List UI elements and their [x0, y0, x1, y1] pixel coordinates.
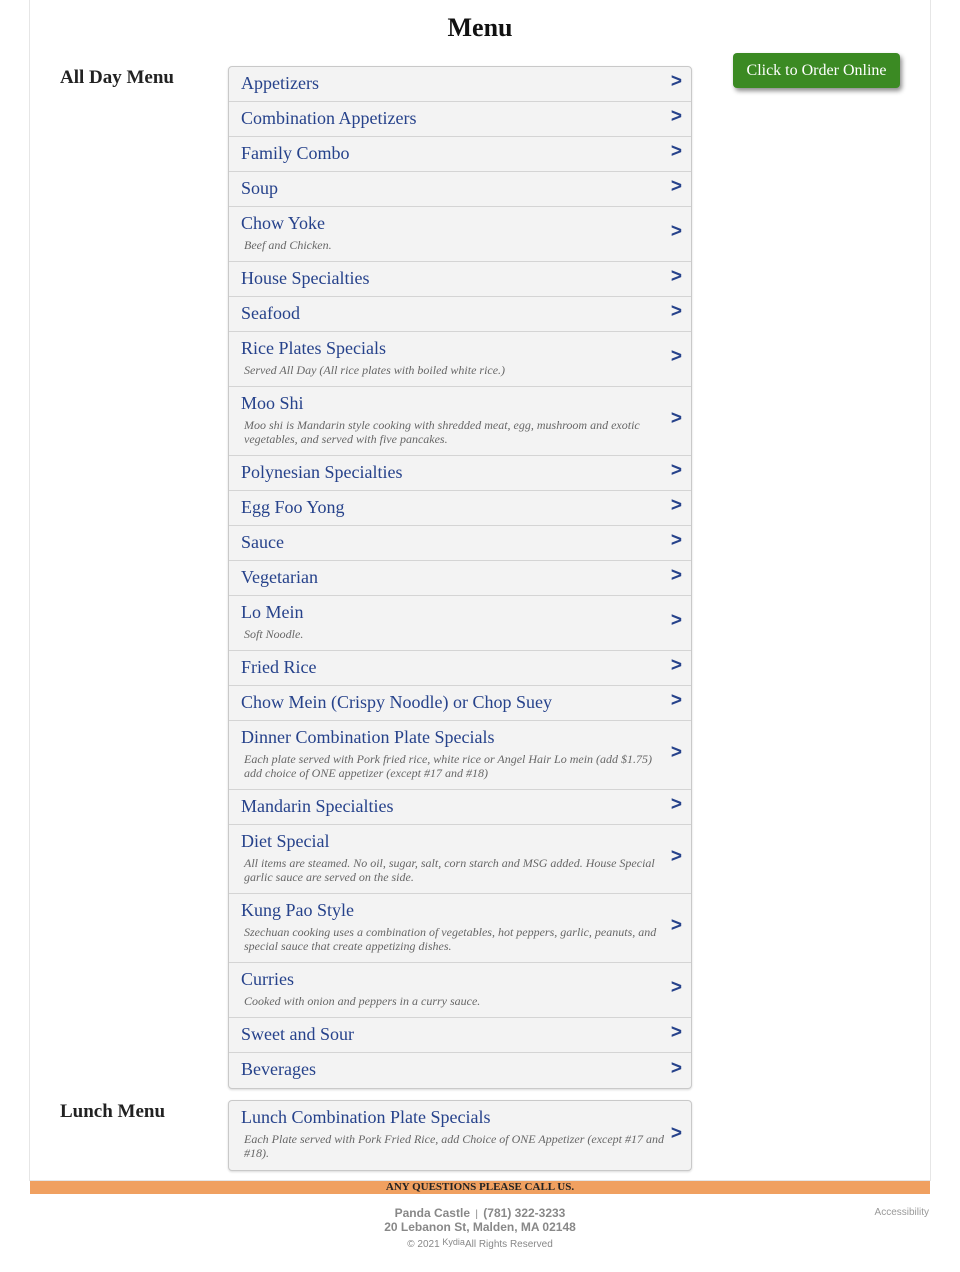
- restaurant-name: Panda Castle: [394, 1206, 470, 1220]
- chevron-right-icon: >: [670, 846, 682, 868]
- menu-category-moo-shi[interactable]: [229, 387, 691, 456]
- category-name: Curries: [241, 969, 294, 989]
- menu-category-appetizers[interactable]: [229, 67, 691, 102]
- chevron-right-icon: >: [670, 266, 682, 288]
- chevron-right-icon: >: [670, 408, 682, 430]
- menu-category-seafood[interactable]: [229, 297, 691, 332]
- category-description: Szechuan cooking uses a combination of vegetables, hot peppers, garlic, peanuts, and special sauce that create appetizing dishes.: [244, 925, 657, 953]
- menu-category-polynesian-specialties[interactable]: [229, 456, 691, 491]
- category-name: Lo Mein: [241, 602, 304, 622]
- order-online-button[interactable]: Click to Order Online: [733, 53, 900, 88]
- chevron-right-icon: >: [670, 530, 682, 552]
- page-title: Menu: [447, 13, 513, 42]
- category-description: Moo shi is Mandarin style cooking with shredded meat, egg, mushroom and exotic vegetables, and served with five pancakes.: [244, 418, 640, 446]
- chevron-right-icon: >: [670, 794, 682, 816]
- chevron-right-icon: >: [670, 106, 682, 128]
- phone-link[interactable]: (781) 322-3233: [483, 1206, 566, 1220]
- category-name: Diet Special: [241, 831, 330, 851]
- category-name: Family Combo: [241, 143, 350, 163]
- menu-category-dinner-combination-plate-specials[interactable]: [229, 721, 691, 790]
- menu-category-chow-mein-crispy-noodle-or-chop-suey[interactable]: [229, 686, 691, 721]
- category-name: Moo Shi: [241, 393, 304, 413]
- chevron-right-icon: >: [670, 176, 682, 198]
- category-name: Kung Pao Style: [241, 900, 355, 920]
- menu-category-vegetarian[interactable]: [229, 561, 691, 596]
- menu-category-combination-appetizers[interactable]: [229, 102, 691, 137]
- all-day-menu-label: All Day Menu: [60, 67, 174, 88]
- menu-category-lo-mein[interactable]: [229, 596, 691, 651]
- lunch-menu-list: [228, 1100, 692, 1171]
- menu-category-sauce[interactable]: [229, 526, 691, 561]
- category-description: All items are steamed. No oil, sugar, salt, corn starch and MSG added. House Special garlic sauce are served on the side.: [244, 856, 655, 884]
- category-description: Cooked with onion and peppers in a curry sauce.: [244, 994, 481, 1008]
- menu-category-house-specialties[interactable]: [229, 262, 691, 297]
- menu-category-kung-pao-style[interactable]: [229, 894, 691, 963]
- menu-category-egg-foo-yong[interactable]: [229, 491, 691, 526]
- menu-category-sweet-and-sour[interactable]: [229, 1018, 691, 1053]
- menu-category-chow-yoke[interactable]: [229, 207, 691, 262]
- chevron-right-icon: >: [670, 610, 682, 632]
- kydia-link[interactable]: Kydia: [442, 1237, 465, 1247]
- category-name: House Specialties: [241, 268, 370, 288]
- chevron-right-icon: >: [670, 346, 682, 368]
- chevron-right-icon: >: [670, 71, 682, 93]
- questions-notice: ANY QUESTIONS PLEASE CALL US.: [30, 1181, 930, 1194]
- chevron-right-icon: >: [670, 301, 682, 323]
- category-name: Rice Plates Specials: [241, 338, 386, 358]
- category-name: Sauce: [241, 532, 284, 552]
- chevron-right-icon: >: [670, 655, 682, 677]
- footer-contact: [0, 1206, 960, 1220]
- chevron-right-icon: >: [670, 460, 682, 482]
- category-name: Chow Yoke: [241, 213, 326, 233]
- category-name: Chow Mein (Crispy Noodle) or Chop Suey: [241, 692, 552, 712]
- category-name: Lunch Combination Plate Specials: [241, 1107, 491, 1127]
- category-name: Seafood: [241, 303, 300, 323]
- category-name: Appetizers: [241, 73, 319, 93]
- menu-category-soup[interactable]: [229, 172, 691, 207]
- chevron-right-icon: >: [670, 690, 682, 712]
- chevron-right-icon: >: [670, 495, 682, 517]
- category-name: Egg Foo Yong: [241, 497, 345, 517]
- footer-separator: |: [475, 1209, 478, 1220]
- menu-category-family-combo[interactable]: [229, 137, 691, 172]
- category-name: Mandarin Specialties: [241, 796, 394, 816]
- category-name: Sweet and Sour: [241, 1024, 354, 1044]
- category-name: Combination Appetizers: [241, 108, 417, 128]
- chevron-right-icon: >: [670, 221, 682, 243]
- category-description: Soft Noodle.: [244, 627, 304, 641]
- category-name: Soup: [241, 178, 279, 198]
- accessibility-link[interactable]: Accessibility: [874, 1207, 929, 1218]
- lunch-menu-label: Lunch Menu: [60, 1101, 166, 1122]
- chevron-right-icon: >: [670, 742, 682, 764]
- copyright-text: © 2021: [407, 1239, 440, 1250]
- category-description: Each Plate served with Pork Fried Rice, add Choice of ONE Appetizer (except #17 and #18).: [244, 1132, 665, 1160]
- chevron-right-icon: >: [670, 1122, 682, 1144]
- chevron-right-icon: >: [670, 977, 682, 999]
- category-name: Vegetarian: [241, 567, 318, 587]
- chevron-right-icon: >: [670, 1057, 682, 1079]
- category-name: Polynesian Specialties: [241, 462, 403, 482]
- menu-category-curries[interactable]: [229, 963, 691, 1018]
- category-name: Dinner Combination Plate Specials: [241, 727, 495, 747]
- chevron-right-icon: >: [670, 915, 682, 937]
- menu-category-rice-plates-specials[interactable]: [229, 332, 691, 387]
- chevron-right-icon: >: [670, 141, 682, 163]
- category-name: Beverages: [241, 1059, 316, 1079]
- footer-address: 20 Lebanon St, Malden, MA 02148: [384, 1220, 576, 1234]
- all-day-menu-list: [228, 66, 692, 1089]
- chevron-right-icon: >: [670, 1022, 682, 1044]
- category-description: Each plate served with Pork fried rice, white rice or Angel Hair Lo mein (add $1.75) add choice of ONE appetizer (except #17 and #18): [244, 752, 653, 780]
- category-description: Beef and Chicken.: [244, 238, 332, 252]
- chevron-right-icon: >: [670, 565, 682, 587]
- menu-category-diet-special[interactable]: [229, 825, 691, 894]
- menu-category-fried-rice[interactable]: [229, 651, 691, 686]
- category-name: Fried Rice: [241, 657, 317, 677]
- menu-category-beverages[interactable]: [229, 1053, 691, 1088]
- footer-copyright: [0, 1237, 960, 1250]
- menu-category-lunch-combination-plate-specials[interactable]: [229, 1101, 691, 1170]
- menu-category-mandarin-specialties[interactable]: [229, 790, 691, 825]
- rights-text: All Rights Reserved: [464, 1239, 553, 1250]
- category-description: Served All Day (All rice plates with boiled white rice.): [244, 363, 506, 377]
